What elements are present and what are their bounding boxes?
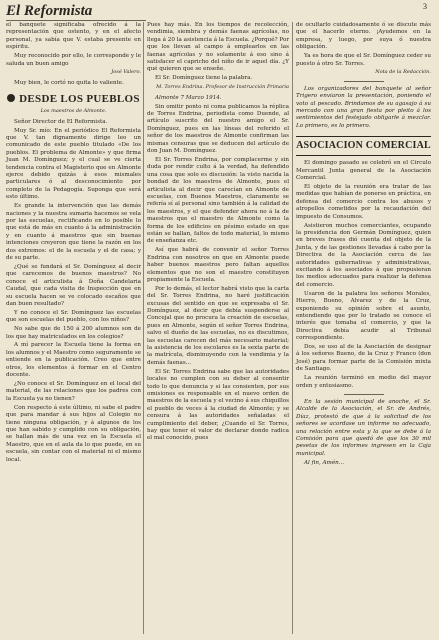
paragraph: El Sr. Torres Endrina, por complacerme y sin duda por rendir culto á la verdad, ha defendido una cosa que solo es discusión: la visto nacida la bondad de los maestros de Almonte, pues el articulista al decir que carecían en Almonte de escuelas, con Buenos Maestros, claramente se refería sí al personal sino también á la calidad de los maestros, y el que defender ahora no á la de maestros que el maestro de Almonte como la forma de los edificios en pésimo estado en que están se hallan, faltos de todo material, lo mismo de enseñanza etc. [147,156,289,245]
paragraph: Sin omitir ponto ni coma publicamos la réplica de Torres Endrina, periodista como Duende, al artículo suscrito del nuestro amigo el Sr. Domínguez, pues en las líneas del referido el señor de los maestros de Almonte confirman las mismas censuras que se deducen del artículo de don Juan M. Domínguez. [147,103,289,154]
section-title: ASOCIACION COMERCIAL [296,136,431,156]
divider [344,394,384,395]
paragraph: Usaron de la palabra los señores Morales, Hierro, Bueno, Alvarez y de la Cruz, exponiendo su opinión sobre el asunto, entendiendo que por lo tratado se conoce el interés que tomaba el comercio, y que la Directiva debía acudir al Tribunal correspondiente. [296,290,431,342]
paragraph: El Sr. Domínguez tiene la palabra. [155,75,253,82]
paragraph: El Sr. Torres Endrina sabe que las autoridades locales no cumplen con su deber al consentir todo lo que denuncia y si las consienten, por sus omisiones es responsable en el nuevo orden de maestros de la escuela y el vecino á sus chiquillos el pueblo de veces á la ciudad de Almonte; y se censura á las autoridades señaladas el cumplimiento del deber, ¿Cuando el Sr. Torres, hay que tener el valor de declarar donde radica el mal conocido, pues [147,368,289,442]
paragraph: Y no conoce el Sr. Domínguez las escuelas que son escuelas del pueblo, con los niños? [6,309,141,324]
paragraph: Muy reconocido por ello, le corresponde y le saluda un buen amigo [6,53,141,67]
paragraph: Es grande la intervención que las demás naciones y la nuestra sumaria hacemos se vela por las escuelas, rectificando en lo posible lo que está de más en cuanto á la administración y en cuanto á maestros que sin buenas intenciones creyeron que tiene la razón en los dos extremos: el de la escuela y el de casa; y de su parte. [6,203,141,261]
paragraph: Así que habrá de convenir el señor Torres Endrina con nosotros en que en Almonte puede haber buenos maestros pero faltan aquellos elementos que no son el maestro constituyen propiamente la Escuela. [147,247,289,283]
italic-note [296,86,431,130]
paragraph: Señor Director de El Reformista. [14,118,108,125]
signature: M. Torres Endrina. Profesor de Instrucción Primaria [156,84,289,91]
paragraph: Ya es hora de que el Sr. Domínguez ceder su puesto á otro Sr. Torres. [296,53,431,67]
paragraph: Pues hay más. En los tiempos de recolección, vendimia, siembra y demás faenas agrícolas, no llega á 20 la asistencia á la Escuela. ¿Porqué? Por que los llevan al campo á emplearlos en las faenas agrícolas y no solamente á eso sino á satisfacer el capricho del niño de ir aquel día. ¿Y qué quieren que se enseñe. [147,22,289,73]
signoff: Al fin, Amén... [304,459,345,466]
paragraph: Muy Sr. mío: En el periódico El Reformista que V. tan dignamente dirige leo un comunicado de este pueblo titulado «De los pueblos. El problema de Almonte» y que firma Juan M. Domínguez; y el cual se ve cierta tendencia contra el Magisterio que en Almonte ejerce debido quizás á esos mismales particulares ó al desconocimiento por completo de la Pedagogía. Suponga que será esto último. [6,127,141,201]
paragraph: A mí parecer la Escuela tiene la forma en los alumnos y el Maestro como seguramente se entiende en la publicación. Creo que entre otros, los elementos á formar en el Centro docente. [6,342,141,379]
masthead: El Reformista [6,3,93,19]
paragraph: La reunión terminó en medio del mayor orden y entusiasmo. [296,375,431,389]
paragraph: Dos, se uso al de la Asociación de designar á los señores Bueno, de la Cruz y Franco (don José) para formar parte de la Comisión mixta de Santiago. [296,344,431,373]
paragraph: No sabe que de 150 á 200 alumnos son de los que hay matriculados en los colegios? [6,326,141,340]
paragraph: El objeto de la reunión era tratar de las medidas que habían de ponerse en práctica, en defensa del comercio contra los abusos y atropellos cometidos por la recaudación del impuesto de Consumos. [296,184,431,220]
section-title: DESDE LOS PUEBLOS [6,93,141,106]
column-separator [292,22,293,634]
divider [344,81,384,82]
paragraph: Por lo demás, el lector habrá visto que la carta del Sr. Torres Endrina, no haré justificación excusas del sentido en que se expresaba el Sr. Domínguez, al decir que debía suspenderse al Concejal que no procura la creación de escuelas, pues en Almonte, según el señor Torres Endrina, salvo el dueño de las escuelas, no es discutimos, las escuelas carecen del más necesario material; la asistencia de los escolares es la sexta parte de la matrícula, disminuyendo con la vendimia y la demás faenas... [147,285,289,366]
masthead-rule [6,20,146,21]
paragraph: ¿No conoce el Sr. Domínguez en el local del material, de las relaciones que los padres con la Escuela ya no tienen? [6,380,141,402]
page-number: 3 [423,2,427,11]
dateline: Almonte 7 Marzo 1914. [155,94,222,101]
column-separator [143,22,144,634]
signature: José Valero. [111,69,141,76]
paragraph: Muy bien, le cortó no quita lo valiente. [14,79,124,86]
column-3 [296,22,431,469]
signature: Nota de la Redacción. [375,69,431,76]
paragraph: Asistieron muchos comerciantes, ocupando la presidencia don Germán Domínguez, quien en breves frases dió cuenta del objeto de la Junta, y de las gestiones llevadas á cabo por la Directiva de la Asociación cerca de las autoridades gubernativas y administrativas, excitando á los asociados á que propusieran los medios adecuados para realizar la defensa del comercio. [296,222,431,288]
paragraph: El domingo pasado se celebró en el Circulo Mercantil Junta general de la Asociación Comercial. [296,160,431,182]
paragraph: de ocultarlo cuidadosamente ó se discute más que el hacerlo eterno. ¡Ayudemos en la empresa, y luego, por suya ó nuestra obligación. [296,22,431,51]
paragraph: En la sesión municipal de anoche, el Sr. Alcalde de la Asociación, el Sr. de Andrés, Díaz, protestó de que á la solicitud de los señores se acordase un informe no adecuado, una relación entre esta y la que se debe á la Comisión para que quedó de que los 30 mil pesetas de los informes ingresen en la Caja municipal. [296,398,431,457]
paragraph: Con respecto á este último, ni sabe el padre que para mandar á sus hijos al Colegio no tiene ninguna obligación, y á algunos de los que han sabido y cumplido con su obligación, se hallan más de una vez en la Escuela el Maestro, que en el aula da lo que puede, en su escuela, sin contar con el material ni el mismo local. [6,404,141,463]
bullet-icon [7,94,15,102]
column-1 [6,22,141,465]
column-2 [147,22,289,444]
paragraph: Los organizadores del banquete al señor Trigero enviaron la presentación, poniendo el voto al pescado. Brindamos de su agasajo á su mercado con una gran fiesta por pleito á los sentimientos del festejado obligarle á mezclar. Lo primero, es lo primero. [296,85,431,129]
paragraph: ¿Qué se fundará el Sr. Domínguez al decir que carecemos de buenos maestros? No conoce el articulista á Doña Candelaria Caudal, que cada visita de Inspección que en su escuela hacen se ve colocado escaños que dan buen resultado? [6,263,141,307]
paragraph: el banquete significaba ofrecido á la representación que ostento, y en el afecto personal, ya sabía que V. estaba presente en espíritu. [6,22,141,51]
italic-note [296,399,431,458]
subhead: Los maestros de Almonte. [40,108,107,115]
